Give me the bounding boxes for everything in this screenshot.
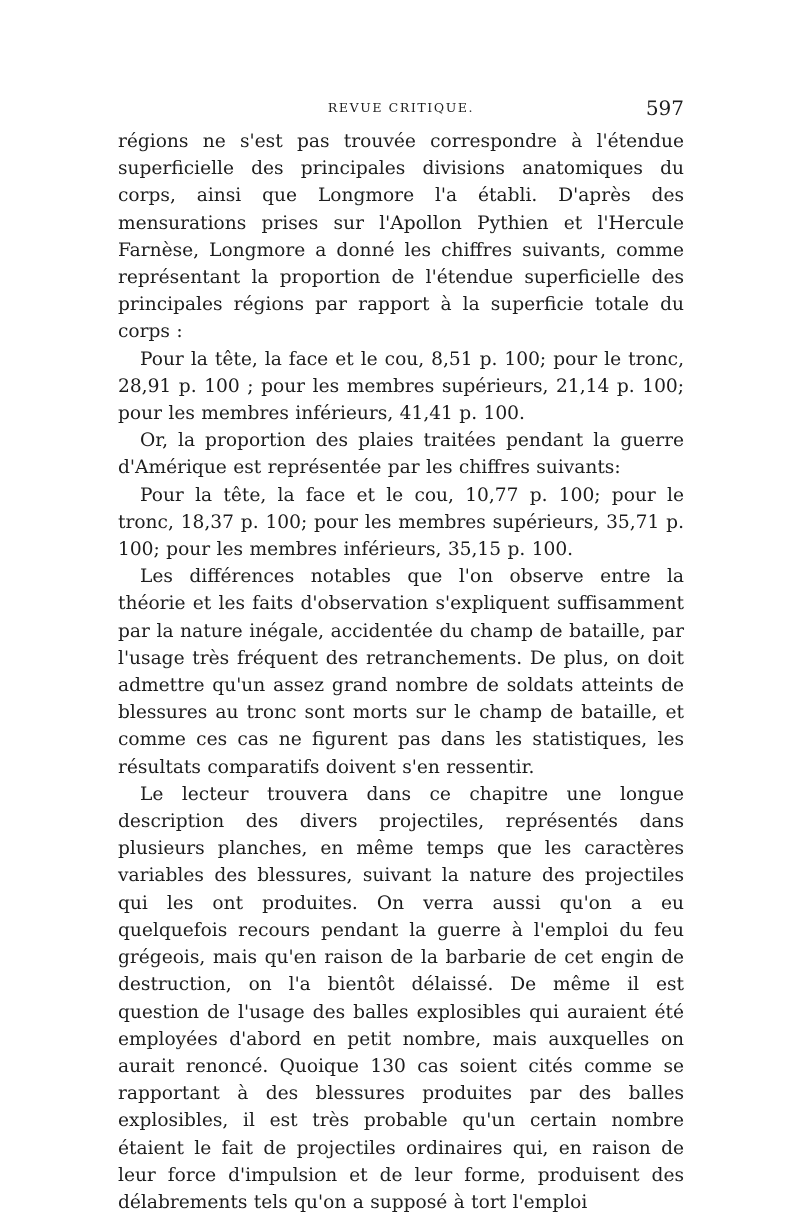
document-page [118, 96, 684, 1216]
paragraph: régions ne s'est pas trouvée correspondre à l'étendue superficielle des principales divisions anatomiques du corps, ainsi que Longmore l'a établi. D'après des mensurations prises sur l'Apollon Pythien et l'Hercule Farnèse, Longmore a donné les chiffres suivants, comme représentant la proportion de l'étendue superficielle des principales régions par rapport à la superficie totale du corps : [118, 131, 684, 343]
paragraph: Pour la tête, la face et le cou, 10,77 p. 100; pour le tronc, 18,37 p. 100; pour les membres supérieurs, 35,71 p. 100; pour les membres inférieurs, 35,15 p. 100. [118, 484, 684, 561]
paragraph: Or, la proportion des plaies traitées pendant la guerre d'Amérique est représentée par les chiffres suivants: [118, 430, 684, 479]
paragraph: Pour la tête, la face et le cou, 8,51 p. 100; pour le tronc, 28,91 p. 100 ; pour les membres supérieurs, 21,14 p. 100; pour les membres inférieurs, 41,41 p. 100. [118, 348, 684, 425]
page-header [118, 96, 684, 126]
running-title: REVUE CRITIQUE. [327, 100, 475, 115]
page-number: 597 [645, 96, 684, 120]
paragraph: Les différences notables que l'on observe entre la théorie et les faits d'observation s'expliquent suffisamment par la nature inégale, accidentée du champ de bataille, par l'usage très fréquent des retranchements. De plus, on doit admettre qu'un assez grand nombre de soldats atteints de blessures au tronc sont morts sur le champ de bataille, et comme ces cas ne figurent pas dans les statistiques, les résultats comparatifs doivent s'en ressentir. [118, 566, 684, 778]
paragraph: Le lecteur trouvera dans ce chapitre une longue description des divers projectiles, représentés dans plusieurs planches, en même temps que les caractères variables des blessures, suivant la nature des projectiles qui les ont produites. On verra aussi qu'on a eu quelquefois recours pendant la guerre à l'emploi du feu grégeois, mais qu'en raison de la barbarie de cet engin de destruction, on l'a bientôt délaissé. De même il est question de l'usage des balles explosibles qui auraient été employées d'abord en petit nombre, mais auxquelles on aurait renoncé. Quoique 130 cas soient cités comme se rapportant à des blessures produites par des balles explosibles, il est très probable qu'un certain nombre étaient le fait de projectiles ordinaires qui, en raison de leur force d'impulsion et de leur forme, produisent des délabrements tels qu'on a supposé à tort l'emploi [118, 783, 684, 1213]
body-text [118, 128, 684, 1216]
